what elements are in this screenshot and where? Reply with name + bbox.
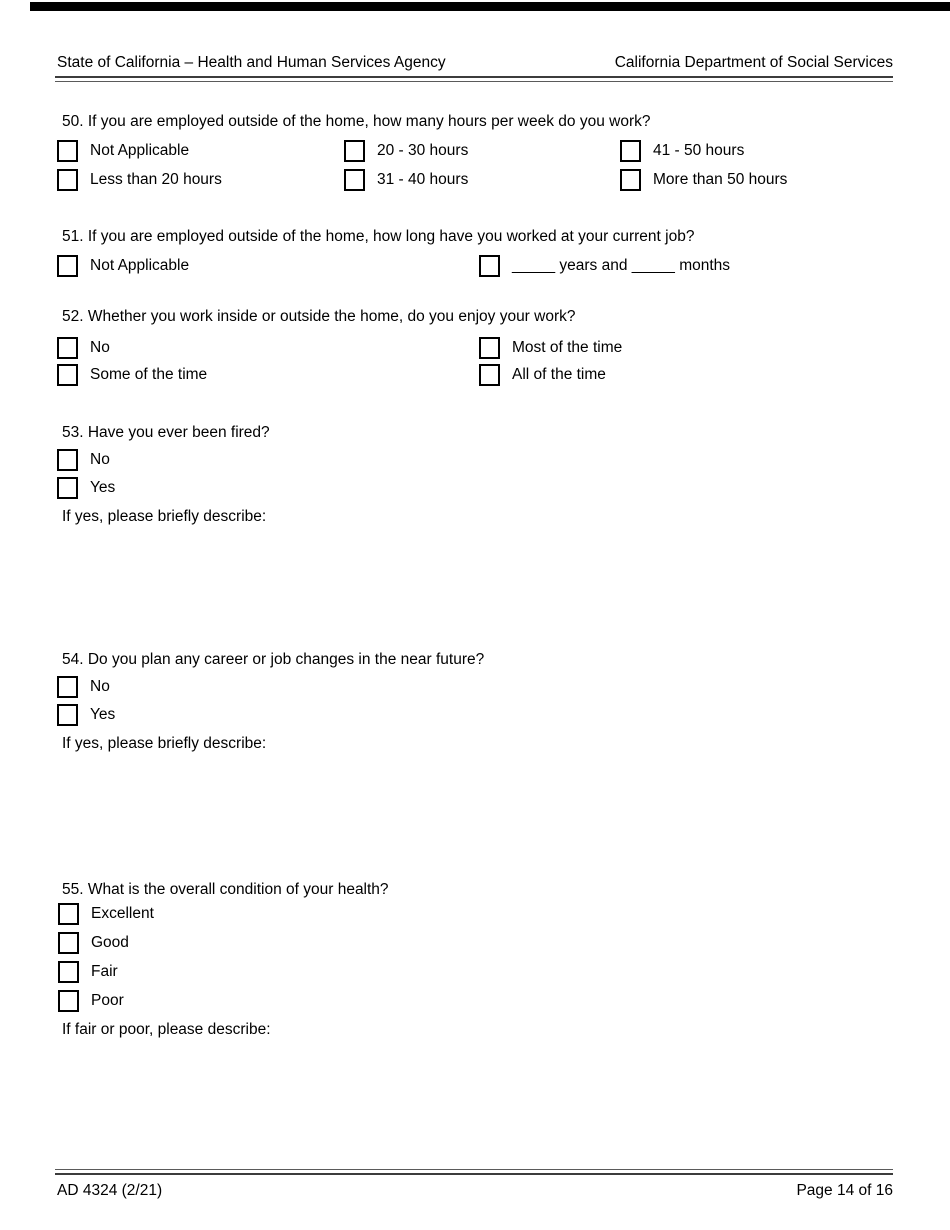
q53-describe-area[interactable] [57,532,893,642]
q53-option-no [57,449,110,471]
question-51-text: 51. If you are employed outside of the home, how long have you worked at your current job? [62,228,695,245]
q51-option-years-months [479,255,730,277]
q55-good-checkbox[interactable] [58,932,79,954]
footer-divider-rule [55,1169,893,1175]
q52-some-of-the-time-checkbox[interactable] [57,364,78,386]
q50-option-not-applicable [57,140,189,162]
q52-option-most-of-the-time [479,337,622,359]
q50-not-applicable-checkbox[interactable] [57,140,78,162]
q53-no-label: No [90,451,110,468]
header-agency-left: State of California – Health and Human Services Agency [57,54,446,71]
q50-20-30-label: 20 - 30 hours [377,142,469,159]
q50-more-than-50-checkbox[interactable] [620,169,641,191]
q50-less-than-20-label: Less than 20 hours [90,171,222,188]
q50-31-40-checkbox[interactable] [344,169,365,191]
q55-good-label: Good [91,934,129,951]
q52-no-checkbox[interactable] [57,337,78,359]
q55-option-excellent [58,903,154,925]
q55-fair-label: Fair [91,963,118,980]
q50-31-40-label: 31 - 40 hours [377,171,469,188]
question-53-text: 53. Have you ever been fired? [62,424,270,441]
q55-describe-area[interactable] [57,1046,893,1161]
q50-option-31-40 [344,169,468,191]
q54-no-label: No [90,678,110,695]
q54-yes-label: Yes [90,706,116,723]
q53-yes-checkbox[interactable] [57,477,78,499]
q54-option-yes [57,704,115,726]
footer-form-number: AD 4324 (2/21) [57,1182,163,1199]
question-50-text: 50. If you are employed outside of the home, how many hours per week do you work? [62,113,651,130]
q53-yes-label: Yes [90,479,116,496]
q53-describe-prompt: If yes, please briefly describe: [62,508,267,525]
scan-artifact-bar [30,2,950,11]
q54-option-no [57,676,110,698]
q51-years-months-label: _____ years and _____ months [512,257,731,274]
q55-fair-checkbox[interactable] [58,961,79,983]
q54-no-checkbox[interactable] [57,676,78,698]
q51-not-applicable-label: Not Applicable [90,257,190,274]
q50-option-41-50 [620,140,744,162]
q52-option-some-of-the-time [57,364,207,386]
question-52-text: 52. Whether you work inside or outside the home, do you enjoy your work? [62,308,576,325]
question-54-text: 54. Do you plan any career or job changes in the near future? [62,651,485,668]
q52-option-no [57,337,110,359]
q52-all-of-the-time-checkbox[interactable] [479,364,500,386]
q50-option-less-than-20 [57,169,222,191]
q53-option-yes [57,477,115,499]
q54-yes-checkbox[interactable] [57,704,78,726]
q50-more-than-50-label: More than 50 hours [653,171,788,188]
footer-page-number: Page 14 of 16 [796,1182,893,1199]
q52-no-label: No [90,339,110,356]
q51-option-not-applicable [57,255,189,277]
q55-option-good [58,932,129,954]
q54-describe-prompt: If yes, please briefly describe: [62,735,267,752]
header-agency-right: California Department of Social Services [614,54,893,71]
q54-describe-area[interactable] [57,760,893,872]
q55-excellent-label: Excellent [91,905,154,922]
q50-option-more-than-50 [620,169,787,191]
q52-some-of-the-time-label: Some of the time [90,366,208,383]
q53-no-checkbox[interactable] [57,449,78,471]
question-55-text: 55. What is the overall condition of your health? [62,881,389,898]
q50-20-30-checkbox[interactable] [344,140,365,162]
q55-poor-label: Poor [91,992,124,1009]
q50-41-50-checkbox[interactable] [620,140,641,162]
q52-option-all-of-the-time [479,364,606,386]
q50-not-applicable-label: Not Applicable [90,142,190,159]
header-divider-rule [55,76,893,82]
q50-41-50-label: 41 - 50 hours [653,142,745,159]
q55-poor-checkbox[interactable] [58,990,79,1012]
q50-less-than-20-checkbox[interactable] [57,169,78,191]
q51-not-applicable-checkbox[interactable] [57,255,78,277]
q51-years-months-checkbox[interactable] [479,255,500,277]
q55-describe-prompt: If fair or poor, please describe: [62,1021,271,1038]
q52-all-of-the-time-label: All of the time [512,366,606,383]
q50-option-20-30 [344,140,468,162]
q55-option-poor [58,990,124,1012]
q52-most-of-the-time-checkbox[interactable] [479,337,500,359]
q55-option-fair [58,961,118,983]
q55-excellent-checkbox[interactable] [58,903,79,925]
q52-most-of-the-time-label: Most of the time [512,339,623,356]
